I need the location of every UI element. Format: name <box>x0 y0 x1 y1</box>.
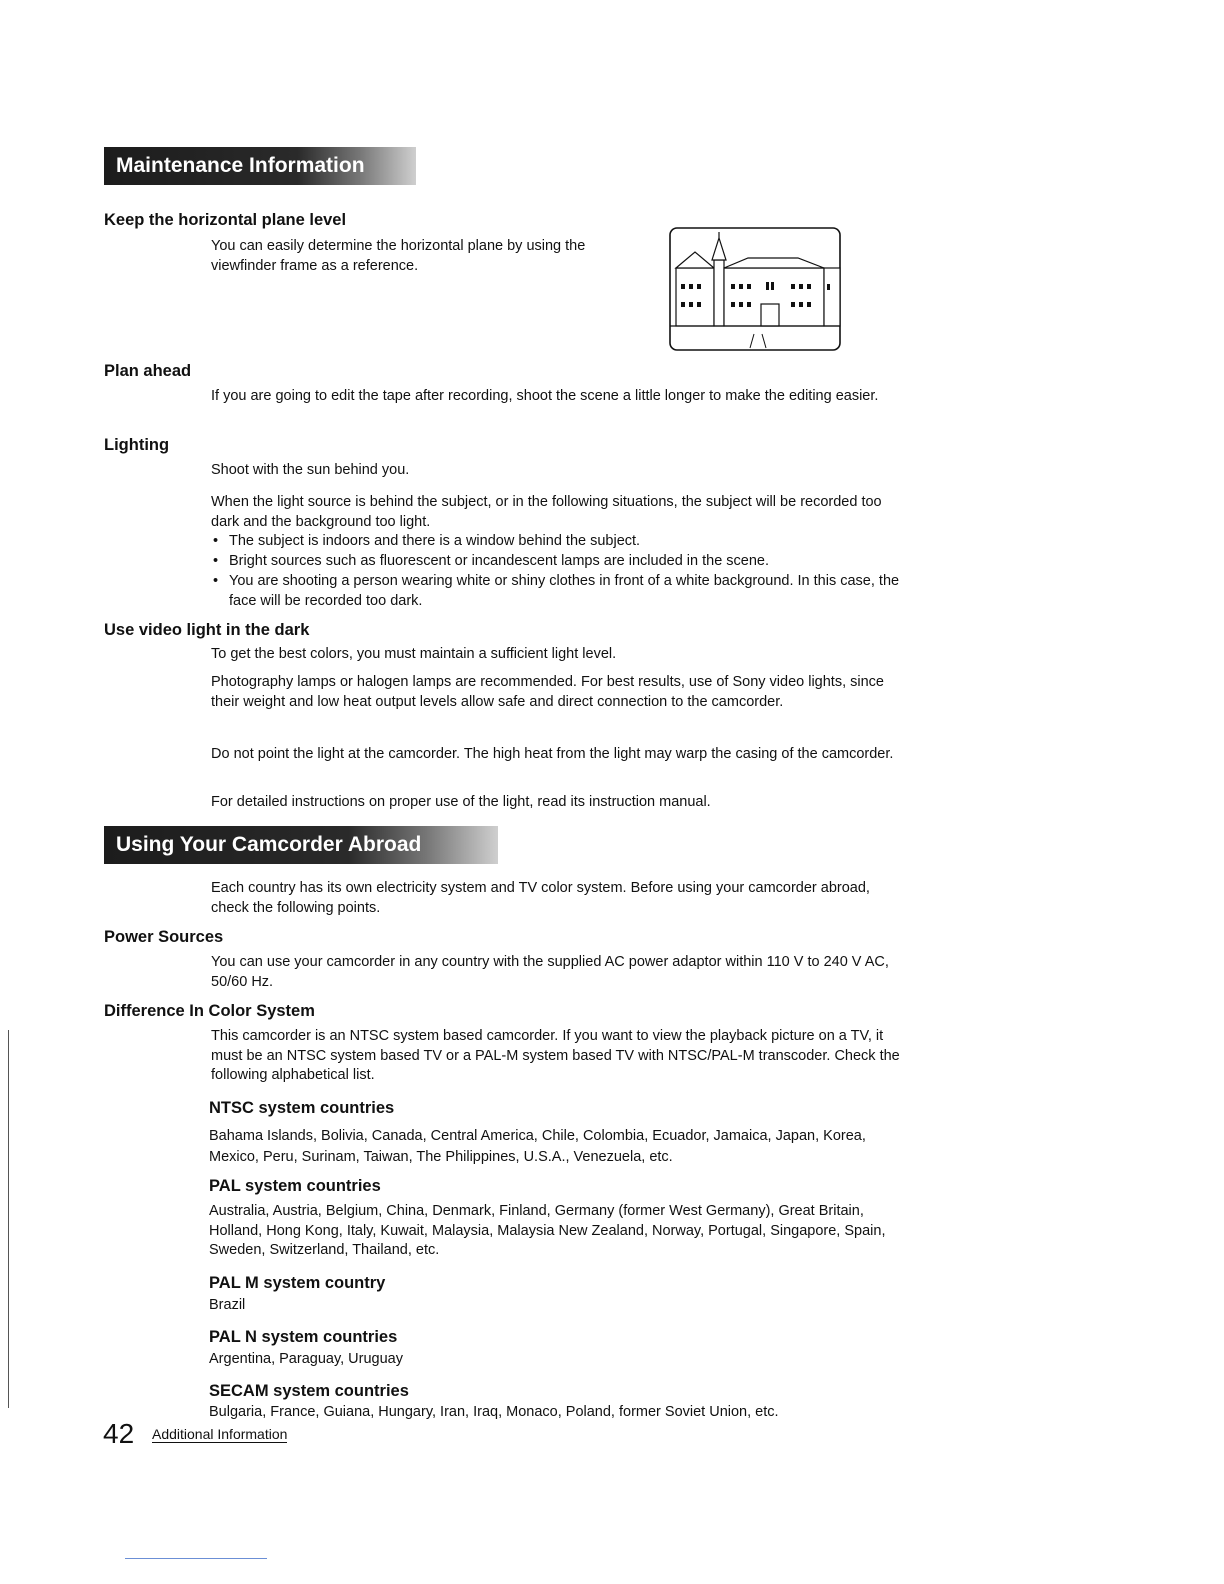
margin-scan-line <box>8 1030 9 1408</box>
lighting-bullet-3: • You are shooting a person wearing white or shiny clothes in front of a white background. In this case, the face will be recorded too dark. <box>211 572 901 611</box>
page-number: 42 <box>103 1418 135 1449</box>
color-heading: Difference In Color System <box>104 1002 315 1020</box>
video-text-4: For detailed instructions on proper use of the light, read its instruction manual. <box>211 794 711 810</box>
ntsc-text: Bahama Islands, Bolivia, Canada, Central America, Chile, Colombia, Ecuador, Jamaica, Japan, Korea, Mexico, Peru, Surinam, Taiwan, The Philippines, U.S.A., Venezuela, etc. <box>209 1128 866 1165</box>
maintenance-banner <box>104 147 416 185</box>
footer-section-label: Additional Information <box>152 1426 288 1442</box>
power-heading: Power Sources <box>104 928 224 946</box>
lighting-text-1: Shoot with the sun behind you. <box>211 462 410 478</box>
lighting-bullet-1: • The subject is indoors and there is a window behind the subject. <box>211 532 901 552</box>
lighting-heading: Lighting <box>104 436 170 454</box>
plan-heading: Plan ahead <box>104 362 192 380</box>
video-text-3: Do not point the light at the camcorder. The high heat from the light may warp the casing of the camcorder. <box>211 746 894 762</box>
level-heading: Keep the horizontal plane level <box>104 211 347 229</box>
pal-heading: PAL system countries <box>209 1177 381 1195</box>
pal-text: Australia, Austria, Belgium, China, Denmark, Finland, Germany (former West Germany), Great Britain, Holland, Hong Kong, Italy, Kuwait, Malaysia, Malaysia New Zealand, Norway, Portugal, Singapore, Spain, Sweden, Switzerland, Thailand, etc. <box>209 1203 886 1258</box>
video-light-heading: Use video light in the dark <box>104 621 310 639</box>
secam-heading: SECAM system countries <box>209 1382 409 1400</box>
lighting-bullet-2: • Bright sources such as fluorescent or incandescent lamps are included in the scene. <box>211 552 901 572</box>
abroad-banner-title: Using Your Camcorder Abroad <box>116 833 422 856</box>
palm-heading: PAL M system country <box>209 1274 386 1292</box>
plan-text: If you are going to edit the tape after recording, shoot the scene a little longer to make the editing easier. <box>211 388 879 404</box>
ntsc-heading: NTSC system countries <box>209 1099 395 1117</box>
paln-heading: PAL N system countries <box>209 1328 398 1346</box>
paln-text: Argentina, Paraguay, Uruguay <box>209 1351 403 1367</box>
palm-text: Brazil <box>209 1297 246 1313</box>
lighting-text-2: When the light source is behind the subject, or in the following situations, the subject will be recorded too dark and the background too light. <box>211 494 882 530</box>
abroad-banner <box>104 826 498 864</box>
viewfinder-illustration <box>668 224 844 354</box>
power-text: You can use your camcorder in any country with the supplied AC power adaptor within 110 V to 240 V AC, 50/60 Hz. <box>211 954 889 990</box>
maintenance-banner-title: Maintenance Information <box>116 154 365 177</box>
secam-text: Bulgaria, France, Guiana, Hungary, Iran, Iraq, Monaco, Poland, former Soviet Union, etc. <box>209 1404 779 1420</box>
abroad-intro: Each country has its own electricity system and TV color system. Before using your camcorder abroad, check the following points. <box>211 880 870 916</box>
color-text: This camcorder is an NTSC system based camcorder. If you want to view the playback picture on a TV, it must be an NTSC system based TV or a PAL-M system based TV with NTSC/PAL-M transcoder. Check the following alphabetical list. <box>211 1028 900 1083</box>
video-text-1: To get the best colors, you must maintain a sufficient light level. <box>211 646 617 662</box>
video-text-2: Photography lamps or halogen lamps are recommended. For best results, use of Sony video lights, since their weight and low heat output levels allow safe and direct connection to the camcorder. <box>211 674 884 710</box>
bottom-scan-mark <box>125 1558 267 1559</box>
level-text: You can easily determine the horizontal plane by using the viewfinder frame as a reference. <box>211 238 586 274</box>
